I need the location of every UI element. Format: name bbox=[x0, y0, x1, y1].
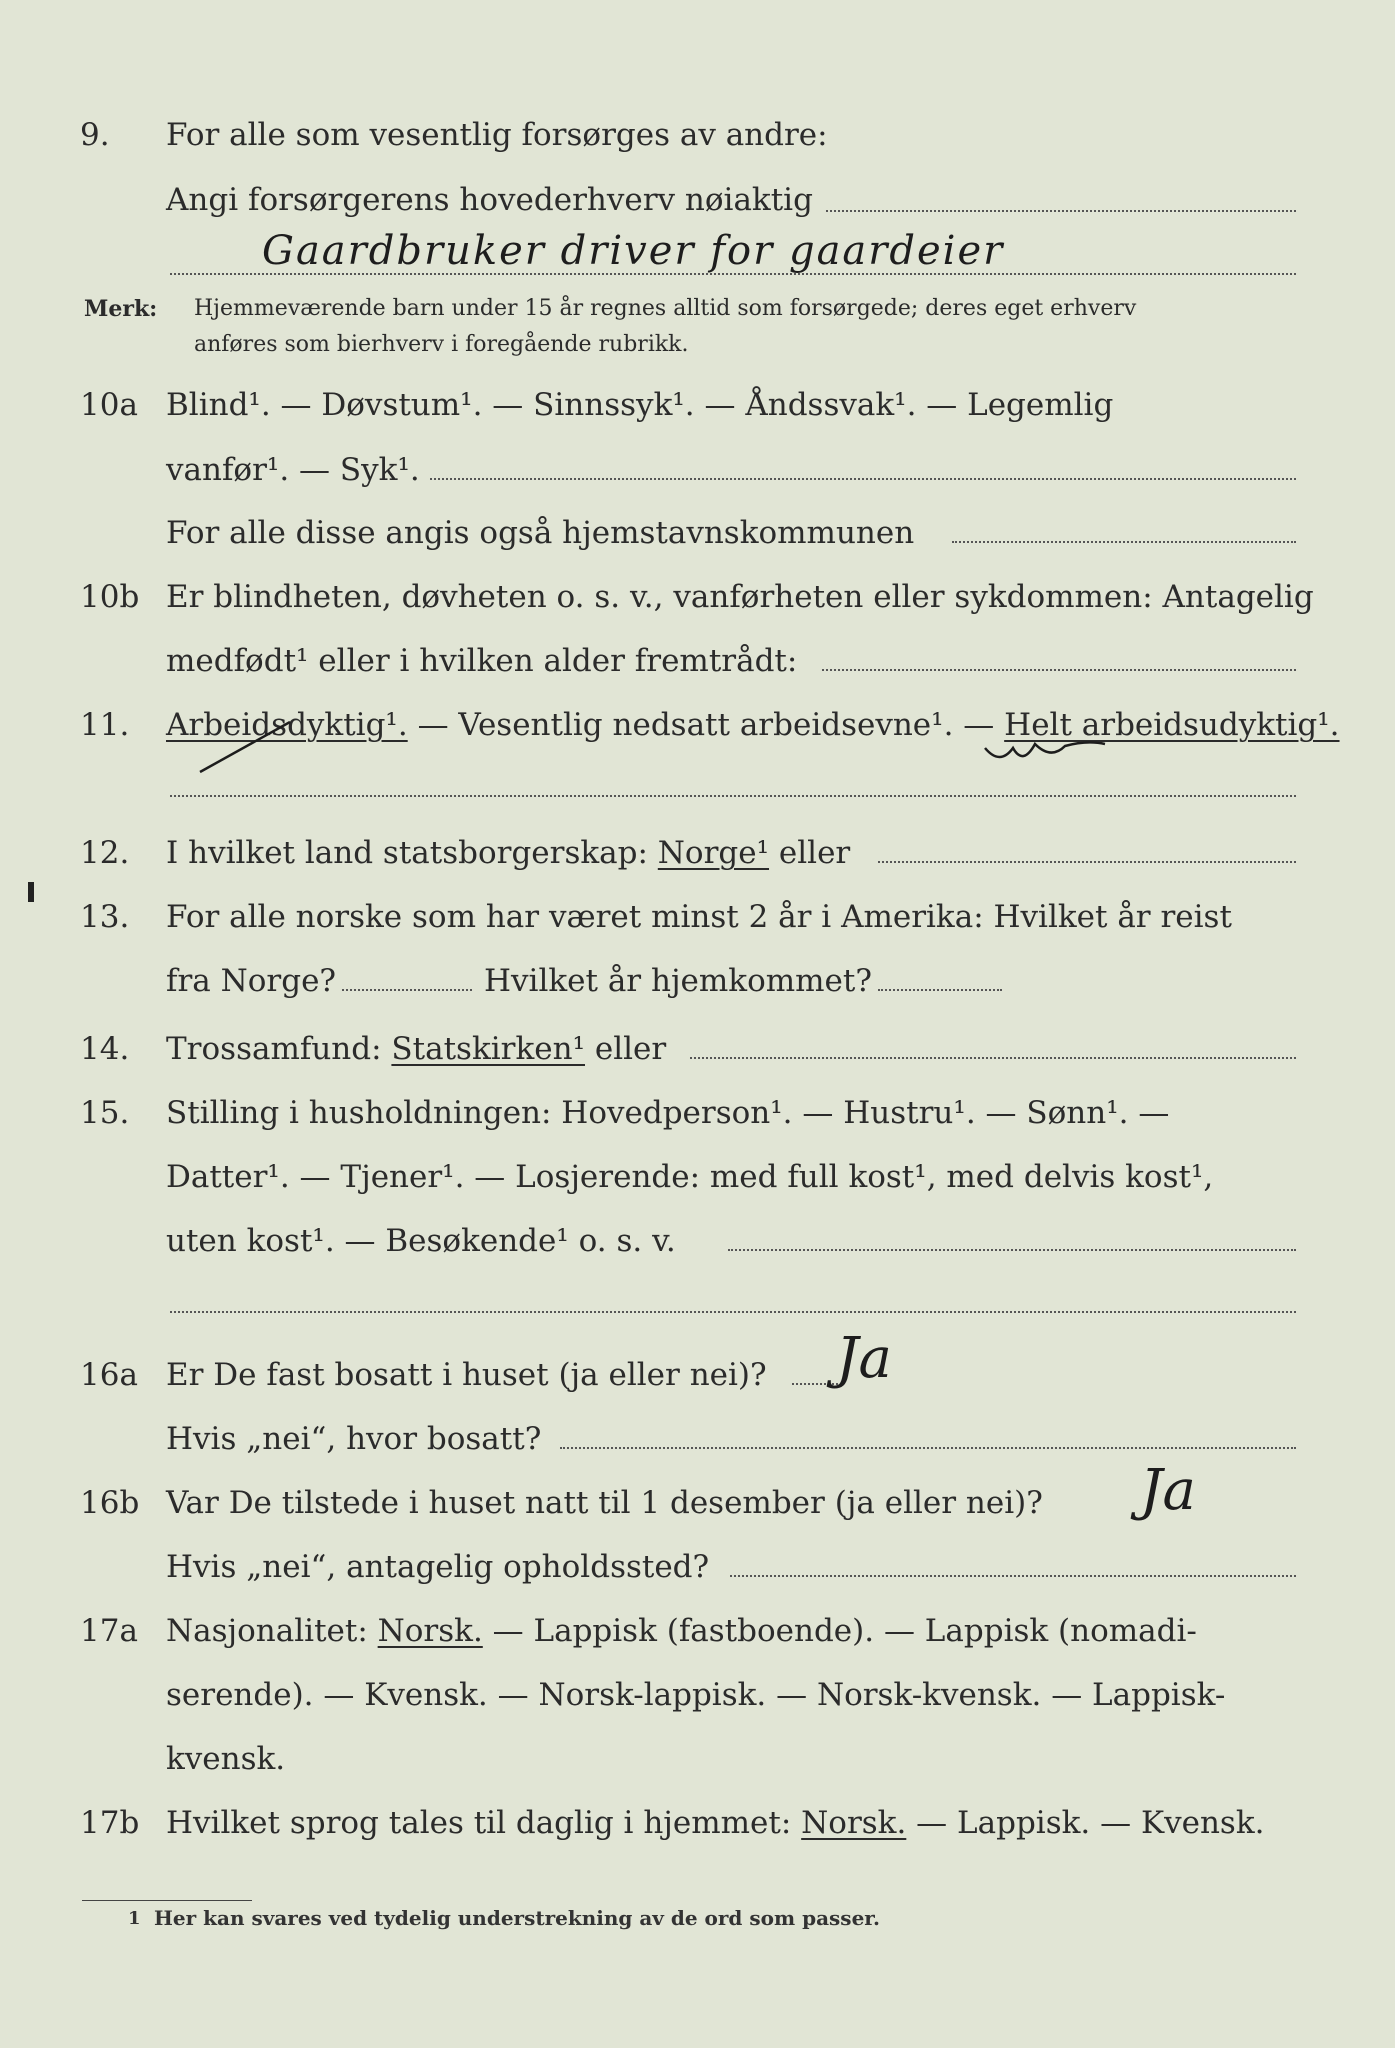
q16b-number: 16b bbox=[80, 1485, 140, 1521]
q17a-text-1: — Lappisk (fastboende). — Lappisk (nomadi- bbox=[492, 1613, 1197, 1649]
footnote-rule bbox=[82, 1900, 252, 1901]
q17b-text-after: — Lappisk. — Kvensk. bbox=[916, 1805, 1265, 1841]
q15-text-1: Stilling i husholdningen: Hovedperson¹. — Hustru¹. — Sønn¹. — bbox=[166, 1095, 1170, 1131]
q16a-bosatt-dotted-line bbox=[560, 1447, 1296, 1449]
q17a-option-norsk: Norsk. bbox=[377, 1613, 483, 1649]
q17b-options bbox=[166, 1803, 1264, 1843]
q10a-text-2: vanfør¹. — Syk¹. bbox=[166, 452, 420, 488]
q16b-text-1: Var De tilstede i huset natt til 1 desember (ja eller nei)? bbox=[166, 1485, 1043, 1521]
q11-option-nedsatt: — Vesentlig nedsatt arbeidsevne¹. — bbox=[417, 707, 995, 743]
q10a-text-1: Blind¹. — Døvstum¹. — Sinnssyk¹. — Åndssvak¹. — Legemlig bbox=[166, 387, 1114, 423]
q14-number: 14. bbox=[80, 1031, 130, 1067]
q12-options bbox=[166, 833, 850, 873]
q10b-text-2: medfødt¹ eller i hvilken alder fremtrådt: bbox=[166, 643, 798, 679]
q12-text: I hvilket land statsborgerskap: bbox=[166, 835, 648, 871]
q17a-options bbox=[166, 1611, 1197, 1651]
q13-reist-dotted-line bbox=[342, 989, 472, 991]
q16a-text-1: Er De fast bosatt i huset (ja eller nei)? bbox=[166, 1357, 767, 1393]
q14-option-statskirken: Statskirken¹ bbox=[391, 1031, 585, 1067]
footnote-mark: 1 bbox=[128, 1908, 141, 1929]
merk-text-2: anføres som bierhverv i foregående rubrikk. bbox=[194, 332, 689, 357]
q10a-syk-dotted-line bbox=[430, 478, 1296, 480]
q17a-text-2: serende). — Kvensk. — Norsk-lappisk. — Norsk-kvensk. — Lappisk- bbox=[166, 1677, 1226, 1713]
q16b-handwritten-answer: Ja bbox=[1140, 1458, 1196, 1523]
q17a-text-3: kvensk. bbox=[166, 1741, 286, 1777]
q10b-number: 10b bbox=[80, 579, 140, 615]
q9-handwritten-answer: Gaardbruker driver for gaardeier bbox=[262, 228, 1005, 274]
q12-dotted-line bbox=[878, 861, 1296, 863]
q16a-dotted-line bbox=[792, 1383, 842, 1385]
q13-hjemkommet-dotted-line bbox=[878, 989, 1002, 991]
q10b-dotted-line bbox=[822, 669, 1296, 671]
q11-pen-strokes bbox=[180, 700, 1310, 780]
q9-answer-dotted-line bbox=[170, 273, 1296, 275]
q10a-kommune-dotted-line bbox=[952, 541, 1296, 543]
q16b-text-2: Hvis „nei“, antagelig opholdssted? bbox=[166, 1549, 710, 1585]
q10a-number: 10a bbox=[80, 387, 138, 423]
q15-extra-dotted-line bbox=[170, 1311, 1296, 1313]
q17a-label: Nasjonalitet: bbox=[166, 1613, 368, 1649]
q15-text-3: uten kost¹. — Besøkende¹ o. s. v. bbox=[166, 1223, 676, 1259]
q17b-number: 17b bbox=[80, 1805, 140, 1841]
q13-number: 13. bbox=[80, 899, 130, 935]
q11-option-udyktig: Helt arbeidsudyktig¹. bbox=[1004, 707, 1340, 743]
q11-number: 11. bbox=[80, 707, 130, 743]
q16a-number: 16a bbox=[80, 1357, 138, 1393]
q12-eller: eller bbox=[778, 835, 851, 871]
q10a-text-3: For alle disse angis også hjemstavnskommunen bbox=[166, 515, 915, 551]
q14-text: Trossamfund: bbox=[166, 1031, 382, 1067]
q9-text-2: Angi forsørgerens hovederhverv nøiaktig bbox=[166, 182, 813, 218]
q13-text-1: For alle norske som har været minst 2 år i Amerika: Hvilket år reist bbox=[166, 899, 1232, 935]
merk-label: Merk: bbox=[84, 296, 158, 322]
q11-dotted-line bbox=[170, 795, 1296, 797]
q16b-dotted-line bbox=[730, 1575, 1296, 1577]
q15-number: 15. bbox=[80, 1095, 130, 1131]
q15-dotted-line bbox=[728, 1249, 1296, 1251]
q17a-number: 17a bbox=[80, 1613, 138, 1649]
q12-number: 12. bbox=[80, 835, 130, 871]
q9-text-1: For alle som vesentlig forsørges av andre: bbox=[166, 117, 828, 153]
q10b-text-1: Er blindheten, døvheten o. s. v., vanførheten eller sykdommen: Antagelig bbox=[166, 579, 1314, 615]
q12-option-norge: Norge¹ bbox=[657, 835, 770, 871]
q15-text-2: Datter¹. — Tjener¹. — Losjerende: med full kost¹, med delvis kost¹, bbox=[166, 1159, 1214, 1195]
q16a-text-2: Hvis „nei“, hvor bosatt? bbox=[166, 1421, 542, 1457]
q13-text-reist: fra Norge? bbox=[166, 963, 337, 999]
footnote-text: Her kan svares ved tydelig understrekning av de ord som passer. bbox=[154, 1906, 880, 1930]
q14-options bbox=[166, 1029, 666, 1069]
q13-text-hjemkommet: Hvilket år hjemkommet? bbox=[484, 963, 872, 999]
q14-dotted-line bbox=[690, 1057, 1296, 1059]
margin-mark bbox=[28, 882, 34, 902]
q16a-handwritten-answer: Ja bbox=[836, 1326, 892, 1391]
q17b-text: Hvilket sprog tales til daglig i hjemmet: bbox=[166, 1805, 792, 1841]
q9-dotted-line bbox=[826, 210, 1296, 212]
q17b-option-norsk: Norsk. bbox=[801, 1805, 907, 1841]
q14-eller: eller bbox=[594, 1031, 667, 1067]
merk-text-1: Hjemmeværende barn under 15 år regnes alltid som forsørgede; deres eget erhverv bbox=[194, 296, 1137, 321]
q11-underline-scribble bbox=[985, 742, 1105, 757]
q11-crossout-stroke bbox=[200, 722, 290, 772]
q9-number: 9. bbox=[80, 117, 110, 153]
q11-option-arbeidsdyktig: Arbeidsdyktig¹. bbox=[166, 707, 408, 743]
